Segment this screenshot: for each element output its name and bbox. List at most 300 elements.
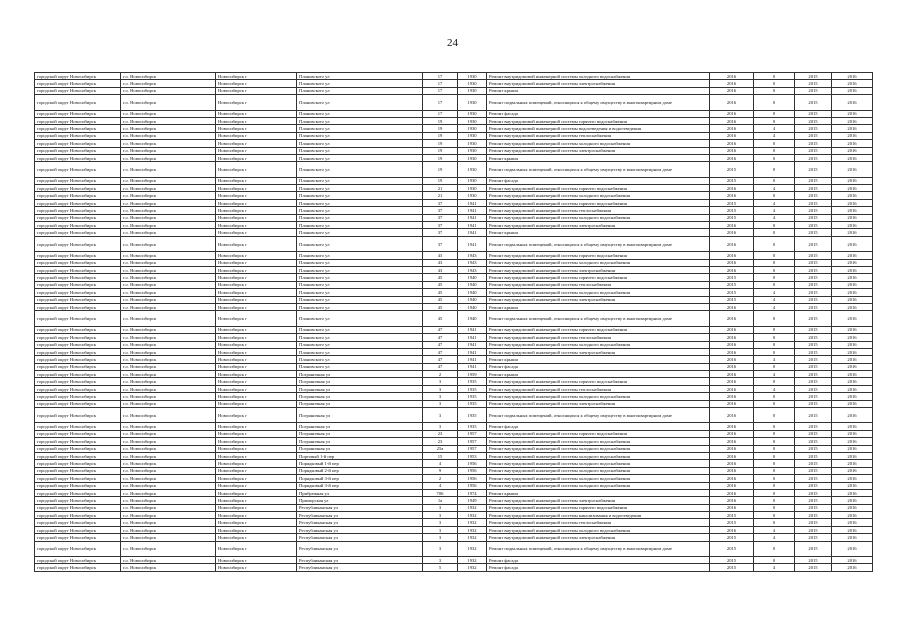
table-row <box>35 489 873 496</box>
table-row <box>35 147 873 154</box>
work-type-cell: Ремонт крыши <box>487 489 710 496</box>
work-type-cell: Ремонт внутридомовой инженерной системы горячего водоснабжения <box>487 504 710 511</box>
table-row <box>35 460 873 467</box>
period-start-cell: 2015 <box>795 348 832 355</box>
table-row <box>35 557 873 564</box>
district-cell: г.о. Новосибирск <box>121 489 216 496</box>
value-cell: 0 <box>754 266 795 273</box>
city-cell: Новосибирск г <box>216 140 297 147</box>
period-end-cell: 2016 <box>832 334 873 341</box>
district-cell: г.о. Новосибирск <box>121 519 216 526</box>
table-row <box>35 214 873 221</box>
build-year-cell: 1932 <box>458 504 487 511</box>
city-cell: Новосибирск г <box>216 229 297 236</box>
municipality-cell: городской округ Новосибирск <box>35 356 121 363</box>
table-row <box>35 296 873 303</box>
plan-year-cell: 2015 <box>710 289 754 296</box>
build-year-cell: 1935 <box>458 385 487 392</box>
period-start-cell: 2015 <box>795 326 832 333</box>
municipality-cell: городской округ Новосибирск <box>35 281 121 288</box>
city-cell: Новосибирск г <box>216 252 297 259</box>
district-cell: г.о. Новосибирск <box>121 117 216 124</box>
value-cell: 0 <box>754 73 795 80</box>
build-year-cell: 1932 <box>458 557 487 564</box>
municipality-cell: городской округ Новосибирск <box>35 140 121 147</box>
value-cell: 4 <box>754 125 795 132</box>
street-cell: Плановского ул <box>297 177 423 184</box>
street-cell: Плановского ул <box>297 259 423 266</box>
plan-year-cell: 2015 <box>710 557 754 564</box>
period-end-cell: 2016 <box>832 229 873 236</box>
city-cell: Новосибирск г <box>216 534 297 541</box>
municipality-cell: городской округ Новосибирск <box>35 519 121 526</box>
city-cell: Новосибирск г <box>216 95 297 110</box>
period-start-cell: 2015 <box>795 147 832 154</box>
period-end-cell: 2016 <box>832 266 873 273</box>
value-cell: 0 <box>754 408 795 423</box>
street-cell: Плановского ул <box>297 87 423 94</box>
city-cell: Новосибирск г <box>216 73 297 80</box>
table-row <box>35 185 873 192</box>
table-row <box>35 274 873 281</box>
municipality-cell: городской округ Новосибирск <box>35 207 121 214</box>
district-cell: г.о. Новосибирск <box>121 222 216 229</box>
street-cell: Порядковый 3-й пер <box>297 475 423 482</box>
street-cell: Порядковый 3-й пер <box>297 482 423 489</box>
period-start-cell: 2015 <box>795 541 832 556</box>
table-row <box>35 199 873 206</box>
city-cell: Новосибирск г <box>216 512 297 519</box>
period-start-cell: 2015 <box>795 512 832 519</box>
district-cell: г.о. Новосибирск <box>121 185 216 192</box>
build-year-cell: 1930 <box>458 147 487 154</box>
work-type-cell: Ремонт внутридомовой инженерной системы горячего водоснабжения <box>487 274 710 281</box>
value-cell: 4 <box>754 356 795 363</box>
table-row <box>35 519 873 526</box>
house-number-cell: 17 <box>423 110 458 117</box>
city-cell: Новосибирск г <box>216 445 297 452</box>
build-year-cell: 1932 <box>458 512 487 519</box>
district-cell: г.о. Новосибирск <box>121 87 216 94</box>
city-cell: Новосибирск г <box>216 154 297 161</box>
municipality-cell: городской округ Новосибирск <box>35 222 121 229</box>
street-cell: Плановского ул <box>297 222 423 229</box>
municipality-cell: городской округ Новосибирск <box>35 408 121 423</box>
build-year-cell: 1941 <box>458 207 487 214</box>
plan-year-cell: 2015 <box>710 162 754 177</box>
table-row <box>35 430 873 437</box>
city-cell: Новосибирск г <box>216 519 297 526</box>
municipality-cell: городской округ Новосибирск <box>35 326 121 333</box>
city-cell: Новосибирск г <box>216 430 297 437</box>
city-cell: Новосибирск г <box>216 132 297 139</box>
municipality-cell: городской округ Новосибирск <box>35 423 121 430</box>
value-cell: 0 <box>754 393 795 400</box>
work-type-cell: Ремонт фасада <box>487 557 710 564</box>
period-start-cell: 2015 <box>795 289 832 296</box>
district-cell: г.о. Новосибирск <box>121 557 216 564</box>
work-type-cell: Ремонт внутридомовой инженерной системы электроснабжения <box>487 534 710 541</box>
value-cell: 0 <box>754 445 795 452</box>
municipality-cell: городской округ Новосибирск <box>35 289 121 296</box>
period-start-cell: 2015 <box>795 400 832 407</box>
district-cell: г.о. Новосибирск <box>121 482 216 489</box>
build-year-cell: 1932 <box>458 541 487 556</box>
municipality-cell: городской округ Новосибирск <box>35 192 121 199</box>
work-type-cell: Ремонт внутридомовой инженерной системы горячего водоснабжения <box>487 430 710 437</box>
build-year-cell: 1932 <box>458 534 487 541</box>
build-year-cell: 1930 <box>458 162 487 177</box>
street-cell: Плановского ул <box>297 289 423 296</box>
plan-year-cell: 2016 <box>710 393 754 400</box>
plan-year-cell: 2016 <box>710 445 754 452</box>
district-cell: г.о. Новосибирск <box>121 296 216 303</box>
value-cell: 0 <box>754 452 795 459</box>
value-cell: 0 <box>754 192 795 199</box>
district-cell: г.о. Новосибирск <box>121 385 216 392</box>
street-cell: Плановского ул <box>297 236 423 251</box>
plan-year-cell: 2016 <box>710 334 754 341</box>
district-cell: г.о. Новосибирск <box>121 334 216 341</box>
district-cell: г.о. Новосибирск <box>121 311 216 326</box>
plan-year-cell: 2016 <box>710 423 754 430</box>
municipality-cell: городской округ Новосибирск <box>35 371 121 378</box>
plan-year-cell: 2016 <box>710 489 754 496</box>
period-end-cell: 2016 <box>832 73 873 80</box>
house-number-cell: 17 <box>423 95 458 110</box>
city-cell: Новосибирск г <box>216 348 297 355</box>
house-number-cell: 17 <box>423 87 458 94</box>
district-cell: г.о. Новосибирск <box>121 371 216 378</box>
street-cell: Плановского ул <box>297 334 423 341</box>
table-row <box>35 125 873 132</box>
district-cell: г.о. Новосибирск <box>121 147 216 154</box>
value-cell: 0 <box>754 557 795 564</box>
period-end-cell: 2016 <box>832 445 873 452</box>
plan-year-cell: 2016 <box>710 147 754 154</box>
build-year-cell: 1930 <box>458 110 487 117</box>
period-end-cell: 2016 <box>832 147 873 154</box>
table-row <box>35 526 873 533</box>
period-end-cell: 2016 <box>832 526 873 533</box>
plan-year-cell: 2016 <box>710 341 754 348</box>
city-cell: Новосибирск г <box>216 311 297 326</box>
district-cell: г.о. Новосибирск <box>121 564 216 571</box>
house-number-cell: 47 <box>423 326 458 333</box>
plan-year-cell: 2016 <box>710 229 754 236</box>
street-cell: Плановского ул <box>297 147 423 154</box>
table-row <box>35 341 873 348</box>
plan-year-cell: 2016 <box>710 87 754 94</box>
district-cell: г.о. Новосибирск <box>121 467 216 474</box>
table-row <box>35 229 873 236</box>
municipality-cell: городской округ Новосибирск <box>35 534 121 541</box>
district-cell: г.о. Новосибирск <box>121 363 216 370</box>
value-cell: 0 <box>754 519 795 526</box>
district-cell: г.о. Новосибирск <box>121 430 216 437</box>
district-cell: г.о. Новосибирск <box>121 378 216 385</box>
table-row <box>35 512 873 519</box>
work-type-cell: Ремонт внутридомовой инженерной системы теплоснабжения <box>487 334 710 341</box>
municipality-cell: городской округ Новосибирск <box>35 259 121 266</box>
street-cell: Республиканская ул <box>297 519 423 526</box>
table-row <box>35 385 873 392</box>
house-number-cell: 15 <box>423 452 458 459</box>
city-cell: Новосибирск г <box>216 385 297 392</box>
street-cell: Плановского ул <box>297 252 423 259</box>
house-number-cell: 45 <box>423 289 458 296</box>
house-number-cell: 45 <box>423 281 458 288</box>
municipality-cell: городской округ Новосибирск <box>35 274 121 281</box>
street-cell: Плановского ул <box>297 140 423 147</box>
build-year-cell: 1930 <box>458 154 487 161</box>
house-number-cell: 3 <box>423 385 458 392</box>
table-row <box>35 541 873 556</box>
city-cell: Новосибирск г <box>216 281 297 288</box>
period-end-cell: 2016 <box>832 423 873 430</box>
period-start-cell: 2015 <box>795 207 832 214</box>
table-row <box>35 356 873 363</box>
period-end-cell: 2016 <box>832 504 873 511</box>
value-cell: 4 <box>754 371 795 378</box>
work-type-cell: Ремонт фасада <box>487 564 710 571</box>
period-end-cell: 2016 <box>832 541 873 556</box>
city-cell: Новосибирск г <box>216 334 297 341</box>
work-type-cell: Ремонт крыши <box>487 154 710 161</box>
district-cell: г.о. Новосибирск <box>121 177 216 184</box>
period-start-cell: 2015 <box>795 311 832 326</box>
build-year-cell: 1941 <box>458 363 487 370</box>
period-end-cell: 2016 <box>832 274 873 281</box>
plan-year-cell: 2015 <box>710 281 754 288</box>
plan-year-cell: 2016 <box>710 356 754 363</box>
municipality-cell: городской округ Новосибирск <box>35 378 121 385</box>
city-cell: Новосибирск г <box>216 460 297 467</box>
build-year-cell: 1940 <box>458 296 487 303</box>
table-row <box>35 207 873 214</box>
work-type-cell: Ремонт подвальных помещений, относящихся к общему имуществу в многоквартирном доме <box>487 541 710 556</box>
period-start-cell: 2015 <box>795 445 832 452</box>
value-cell: 4 <box>754 289 795 296</box>
build-year-cell: 1941 <box>458 348 487 355</box>
work-type-cell: Ремонт внутридомовой инженерной системы горячего водоснабжения <box>487 185 710 192</box>
street-cell: Плановского ул <box>297 154 423 161</box>
city-cell: Новосибирск г <box>216 185 297 192</box>
period-end-cell: 2016 <box>832 519 873 526</box>
period-start-cell: 2015 <box>795 73 832 80</box>
plan-year-cell: 2016 <box>710 154 754 161</box>
table-row <box>35 303 873 310</box>
city-cell: Новосибирск г <box>216 296 297 303</box>
municipality-cell: городской округ Новосибирск <box>35 348 121 355</box>
table-row <box>35 252 873 259</box>
district-cell: г.о. Новосибирск <box>121 207 216 214</box>
city-cell: Новосибирск г <box>216 504 297 511</box>
plan-year-cell: 2016 <box>710 378 754 385</box>
district-cell: г.о. Новосибирск <box>121 445 216 452</box>
period-start-cell: 2015 <box>795 229 832 236</box>
plan-year-cell: 2015 <box>710 541 754 556</box>
city-cell: Новосибирск г <box>216 192 297 199</box>
table-row <box>35 534 873 541</box>
value-cell: 0 <box>754 117 795 124</box>
build-year-cell: 1941 <box>458 341 487 348</box>
street-cell: Плановского ул <box>297 281 423 288</box>
period-start-cell: 2015 <box>795 460 832 467</box>
plan-year-cell: 2016 <box>710 236 754 251</box>
street-cell: Пограничная ул <box>297 430 423 437</box>
house-number-cell: 3 <box>423 519 458 526</box>
house-number-cell: 19 <box>423 117 458 124</box>
value-cell: 4 <box>754 214 795 221</box>
table-row <box>35 467 873 474</box>
city-cell: Новосибирск г <box>216 147 297 154</box>
house-number-cell: 3 <box>423 557 458 564</box>
municipality-cell: городской округ Новосибирск <box>35 87 121 94</box>
city-cell: Новосибирск г <box>216 125 297 132</box>
work-type-cell: Ремонт внутридомовой инженерной системы теплоснабжения <box>487 207 710 214</box>
value-cell: 0 <box>754 236 795 251</box>
period-start-cell: 2015 <box>795 393 832 400</box>
table-row <box>35 378 873 385</box>
build-year-cell: 1935 <box>458 400 487 407</box>
table-row <box>35 259 873 266</box>
table-body <box>35 73 873 572</box>
plan-year-cell: 2016 <box>710 252 754 259</box>
work-type-cell: Ремонт внутридомовой инженерной системы холодного водоснабжения <box>487 289 710 296</box>
work-type-cell: Ремонт внутридомовой инженерной системы горячего водоснабжения <box>487 326 710 333</box>
period-start-cell: 2015 <box>795 363 832 370</box>
house-number-cell: 19 <box>423 177 458 184</box>
street-cell: Плановского ул <box>297 185 423 192</box>
work-type-cell: Ремонт внутридомовой инженерной системы холодного водоснабжения <box>487 467 710 474</box>
build-year-cell: 1940 <box>458 289 487 296</box>
municipality-cell: городской округ Новосибирск <box>35 445 121 452</box>
work-type-cell: Ремонт подвальных помещений, относящихся к общему имуществу в многоквартирном доме <box>487 162 710 177</box>
house-number-cell: 45 <box>423 303 458 310</box>
period-start-cell: 2015 <box>795 557 832 564</box>
plan-year-cell: 2016 <box>710 460 754 467</box>
work-type-cell: Ремонт внутридомовой инженерной системы электроснабжения <box>487 497 710 504</box>
build-year-cell: 1935 <box>458 423 487 430</box>
work-type-cell: Ремонт внутридомовой инженерной системы холодного водоснабжения <box>487 393 710 400</box>
build-year-cell: 1935 <box>458 393 487 400</box>
house-number-cell: 3 <box>423 423 458 430</box>
district-cell: г.о. Новосибирск <box>121 95 216 110</box>
value-cell: 0 <box>754 311 795 326</box>
table-row <box>35 95 873 110</box>
build-year-cell: 1930 <box>458 95 487 110</box>
city-cell: Новосибирск г <box>216 289 297 296</box>
period-start-cell: 2015 <box>795 356 832 363</box>
city-cell: Новосибирск г <box>216 452 297 459</box>
value-cell: 0 <box>754 438 795 445</box>
plan-year-cell: 2016 <box>710 526 754 533</box>
period-start-cell: 2015 <box>795 252 832 259</box>
period-end-cell: 2016 <box>832 564 873 571</box>
district-cell: г.о. Новосибирск <box>121 423 216 430</box>
municipality-cell: городской округ Новосибирск <box>35 385 121 392</box>
plan-year-cell: 2016 <box>710 192 754 199</box>
house-number-cell: 3 <box>423 408 458 423</box>
house-number-cell: 2 <box>423 475 458 482</box>
value-cell: 0 <box>754 460 795 467</box>
value-cell: 4 <box>754 564 795 571</box>
house-number-cell: 23 <box>423 438 458 445</box>
period-start-cell: 2015 <box>795 125 832 132</box>
street-cell: Республиканская ул <box>297 534 423 541</box>
district-cell: г.о. Новосибирск <box>121 214 216 221</box>
work-type-cell: Ремонт внутридомовой инженерной системы холодного водоснабжения <box>487 341 710 348</box>
period-start-cell: 2015 <box>795 534 832 541</box>
work-type-cell: Ремонт внутридомовой инженерной системы холодного водоснабжения <box>487 526 710 533</box>
municipality-cell: городской округ Новосибирск <box>35 73 121 80</box>
period-start-cell: 2015 <box>795 177 832 184</box>
street-cell: Плановского ул <box>297 125 423 132</box>
period-start-cell: 2015 <box>795 371 832 378</box>
period-start-cell: 2015 <box>795 303 832 310</box>
value-cell: 0 <box>754 259 795 266</box>
house-number-cell: 1а <box>423 497 458 504</box>
municipality-cell: городской округ Новосибирск <box>35 467 121 474</box>
house-number-cell: 9 <box>423 467 458 474</box>
house-number-cell: 706 <box>423 489 458 496</box>
period-end-cell: 2016 <box>832 192 873 199</box>
build-year-cell: 1941 <box>458 199 487 206</box>
period-start-cell: 2015 <box>795 154 832 161</box>
street-cell: Плановского ул <box>297 348 423 355</box>
house-number-cell: 3 <box>423 504 458 511</box>
plan-year-cell: 2016 <box>710 363 754 370</box>
work-type-cell: Ремонт внутридомовой инженерной системы электроснабжения <box>487 348 710 355</box>
period-start-cell: 2015 <box>795 438 832 445</box>
value-cell: 4 <box>754 385 795 392</box>
work-type-cell: Ремонт внутридомовой инженерной системы холодного водоснабжения <box>487 445 710 452</box>
table-row <box>35 87 873 94</box>
district-cell: г.о. Новосибирск <box>121 460 216 467</box>
city-cell: Новосибирск г <box>216 526 297 533</box>
street-cell: Республиканская ул <box>297 504 423 511</box>
city-cell: Новосибирск г <box>216 326 297 333</box>
period-end-cell: 2016 <box>832 348 873 355</box>
period-end-cell: 2016 <box>832 363 873 370</box>
city-cell: Новосибирск г <box>216 117 297 124</box>
period-end-cell: 2016 <box>832 341 873 348</box>
street-cell: Плановского ул <box>297 73 423 80</box>
city-cell: Новосибирск г <box>216 541 297 556</box>
period-start-cell: 2015 <box>795 497 832 504</box>
municipality-cell: городской округ Новосибирск <box>35 117 121 124</box>
table-row <box>35 408 873 423</box>
city-cell: Новосибирск г <box>216 259 297 266</box>
build-year-cell: 1943 <box>458 252 487 259</box>
plan-year-cell: 2016 <box>710 504 754 511</box>
value-cell: 0 <box>754 87 795 94</box>
municipality-cell: городской округ Новосибирск <box>35 557 121 564</box>
build-year-cell: 1941 <box>458 334 487 341</box>
build-year-cell: 1930 <box>458 185 487 192</box>
period-start-cell: 2015 <box>795 80 832 87</box>
value-cell: 4 <box>754 199 795 206</box>
period-start-cell: 2015 <box>795 378 832 385</box>
municipality-cell: городской округ Новосибирск <box>35 229 121 236</box>
city-cell: Новосибирск г <box>216 475 297 482</box>
plan-year-cell: 2016 <box>710 95 754 110</box>
period-end-cell: 2016 <box>832 467 873 474</box>
period-end-cell: 2016 <box>832 80 873 87</box>
period-end-cell: 2016 <box>832 452 873 459</box>
street-cell: Плановского ул <box>297 132 423 139</box>
